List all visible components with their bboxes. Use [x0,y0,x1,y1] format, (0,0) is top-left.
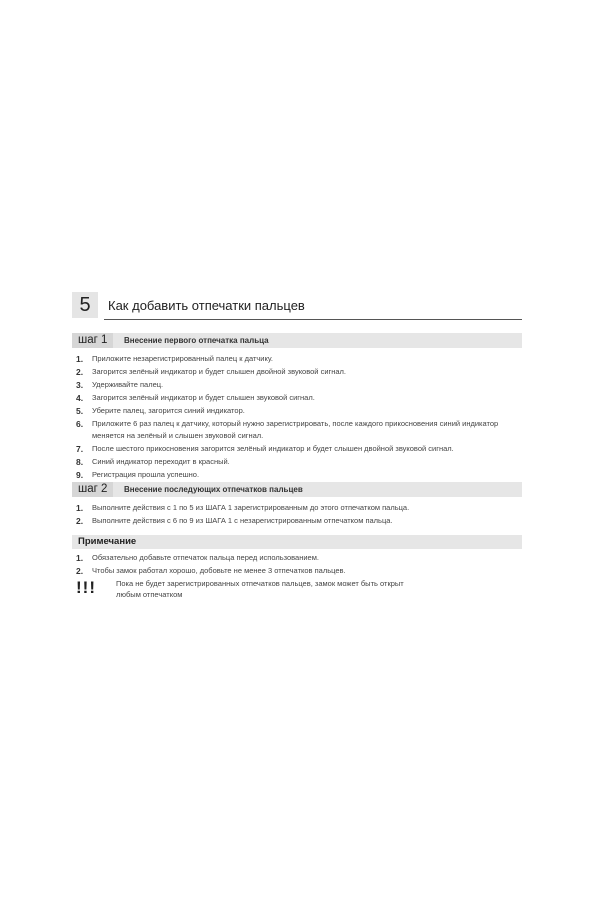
list-item [76,379,526,392]
list-item-number: 2. [76,515,84,526]
list-item-text: Уберите палец, загорится синий индикатор. [92,405,245,415]
list-item-number: 1. [76,553,84,563]
list-item-text: Чтобы замок работал хорошо, добовьте не менее 3 отпечатков пальцев. [92,565,346,575]
list-item [76,552,526,565]
list-item [76,565,526,578]
list-item [76,515,526,528]
warning-icon: !!! [76,578,96,597]
list-item [76,366,526,379]
list-item [76,405,526,418]
list-item-number: 4. [76,392,84,403]
step2-header [72,482,522,497]
list-item-text: После шестого прикосновения загорится зелёный индикатор и будет слышен двойной звуковой сигнал. [92,444,454,454]
list-item-number: 9. [76,470,84,481]
step1-title: Внесение первого отпечатка пальца [124,336,269,345]
section-title: Как добавить отпечатки пальцев [108,298,305,313]
list-item [76,392,526,405]
list-item [76,353,526,366]
step1-tag: шаг 1 [72,333,113,348]
section-number: 5 [72,292,98,318]
list-item-number: 2. [76,366,84,377]
list-item-text: Приложите незарегистрированный палец к датчику. [92,354,273,363]
step2-tag: шаг 2 [72,482,113,497]
list-item [76,443,526,456]
list-item-number: 2. [76,565,84,576]
step1-list [76,353,526,482]
list-item-text: Удерживайте палец. [92,379,164,389]
step2-list [76,502,526,528]
note-tag: Примечание [78,536,137,547]
list-item-text: Регистрация прошла успешно. [92,470,200,480]
list-item-text: Приложите 6 раз палец к датчику, который нужно зарегистрировать, после каждого прикосновения синий индикатор меняется на зелёный и слышен звуковой сигнал. [92,418,499,441]
note-header [72,535,522,549]
list-item-text: Выполните действия с 1 по 5 из ШАГА 1 зарегистрированным до этого отпечатком пальца. [92,503,410,512]
list-item [76,502,526,515]
section-header [72,292,522,320]
list-item [76,456,526,469]
list-item-number: 7. [76,444,84,455]
step2-title: Внесение последующих отпечатков пальцев [124,485,303,494]
warning-text: Пока не будет зарегистрированных отпечатков пальцев, замок может быть открыт любым отпечатком [116,579,404,599]
list-item-number: 8. [76,457,84,468]
list-item-number: 1. [76,503,84,513]
list-item [76,469,526,482]
list-item-number: 5. [76,405,84,416]
section-divider [104,319,522,320]
list-item-number: 3. [76,379,84,390]
list-item-text: Обязательно добавьте отпечаток пальца перед использованием. [92,553,319,562]
list-item-number: 1. [76,354,84,364]
list-item-number: 6. [76,418,84,429]
list-item [76,418,526,444]
list-item-text: Синий индикатор переходит в красный. [92,457,230,467]
list-item-text: Загорится зелёный индикатор и будет слышен звуковой сигнал. [92,392,315,402]
list-item-text: Загорится зелёный индикатор и будет слышен двойной звуковой сигнал. [92,366,347,376]
note-list [76,552,526,578]
step1-header [72,333,522,348]
list-item-text: Выполните действия с 6 по 9 из ШАГА 1 с незарегистрированным отпечатком пальца. [92,515,393,525]
